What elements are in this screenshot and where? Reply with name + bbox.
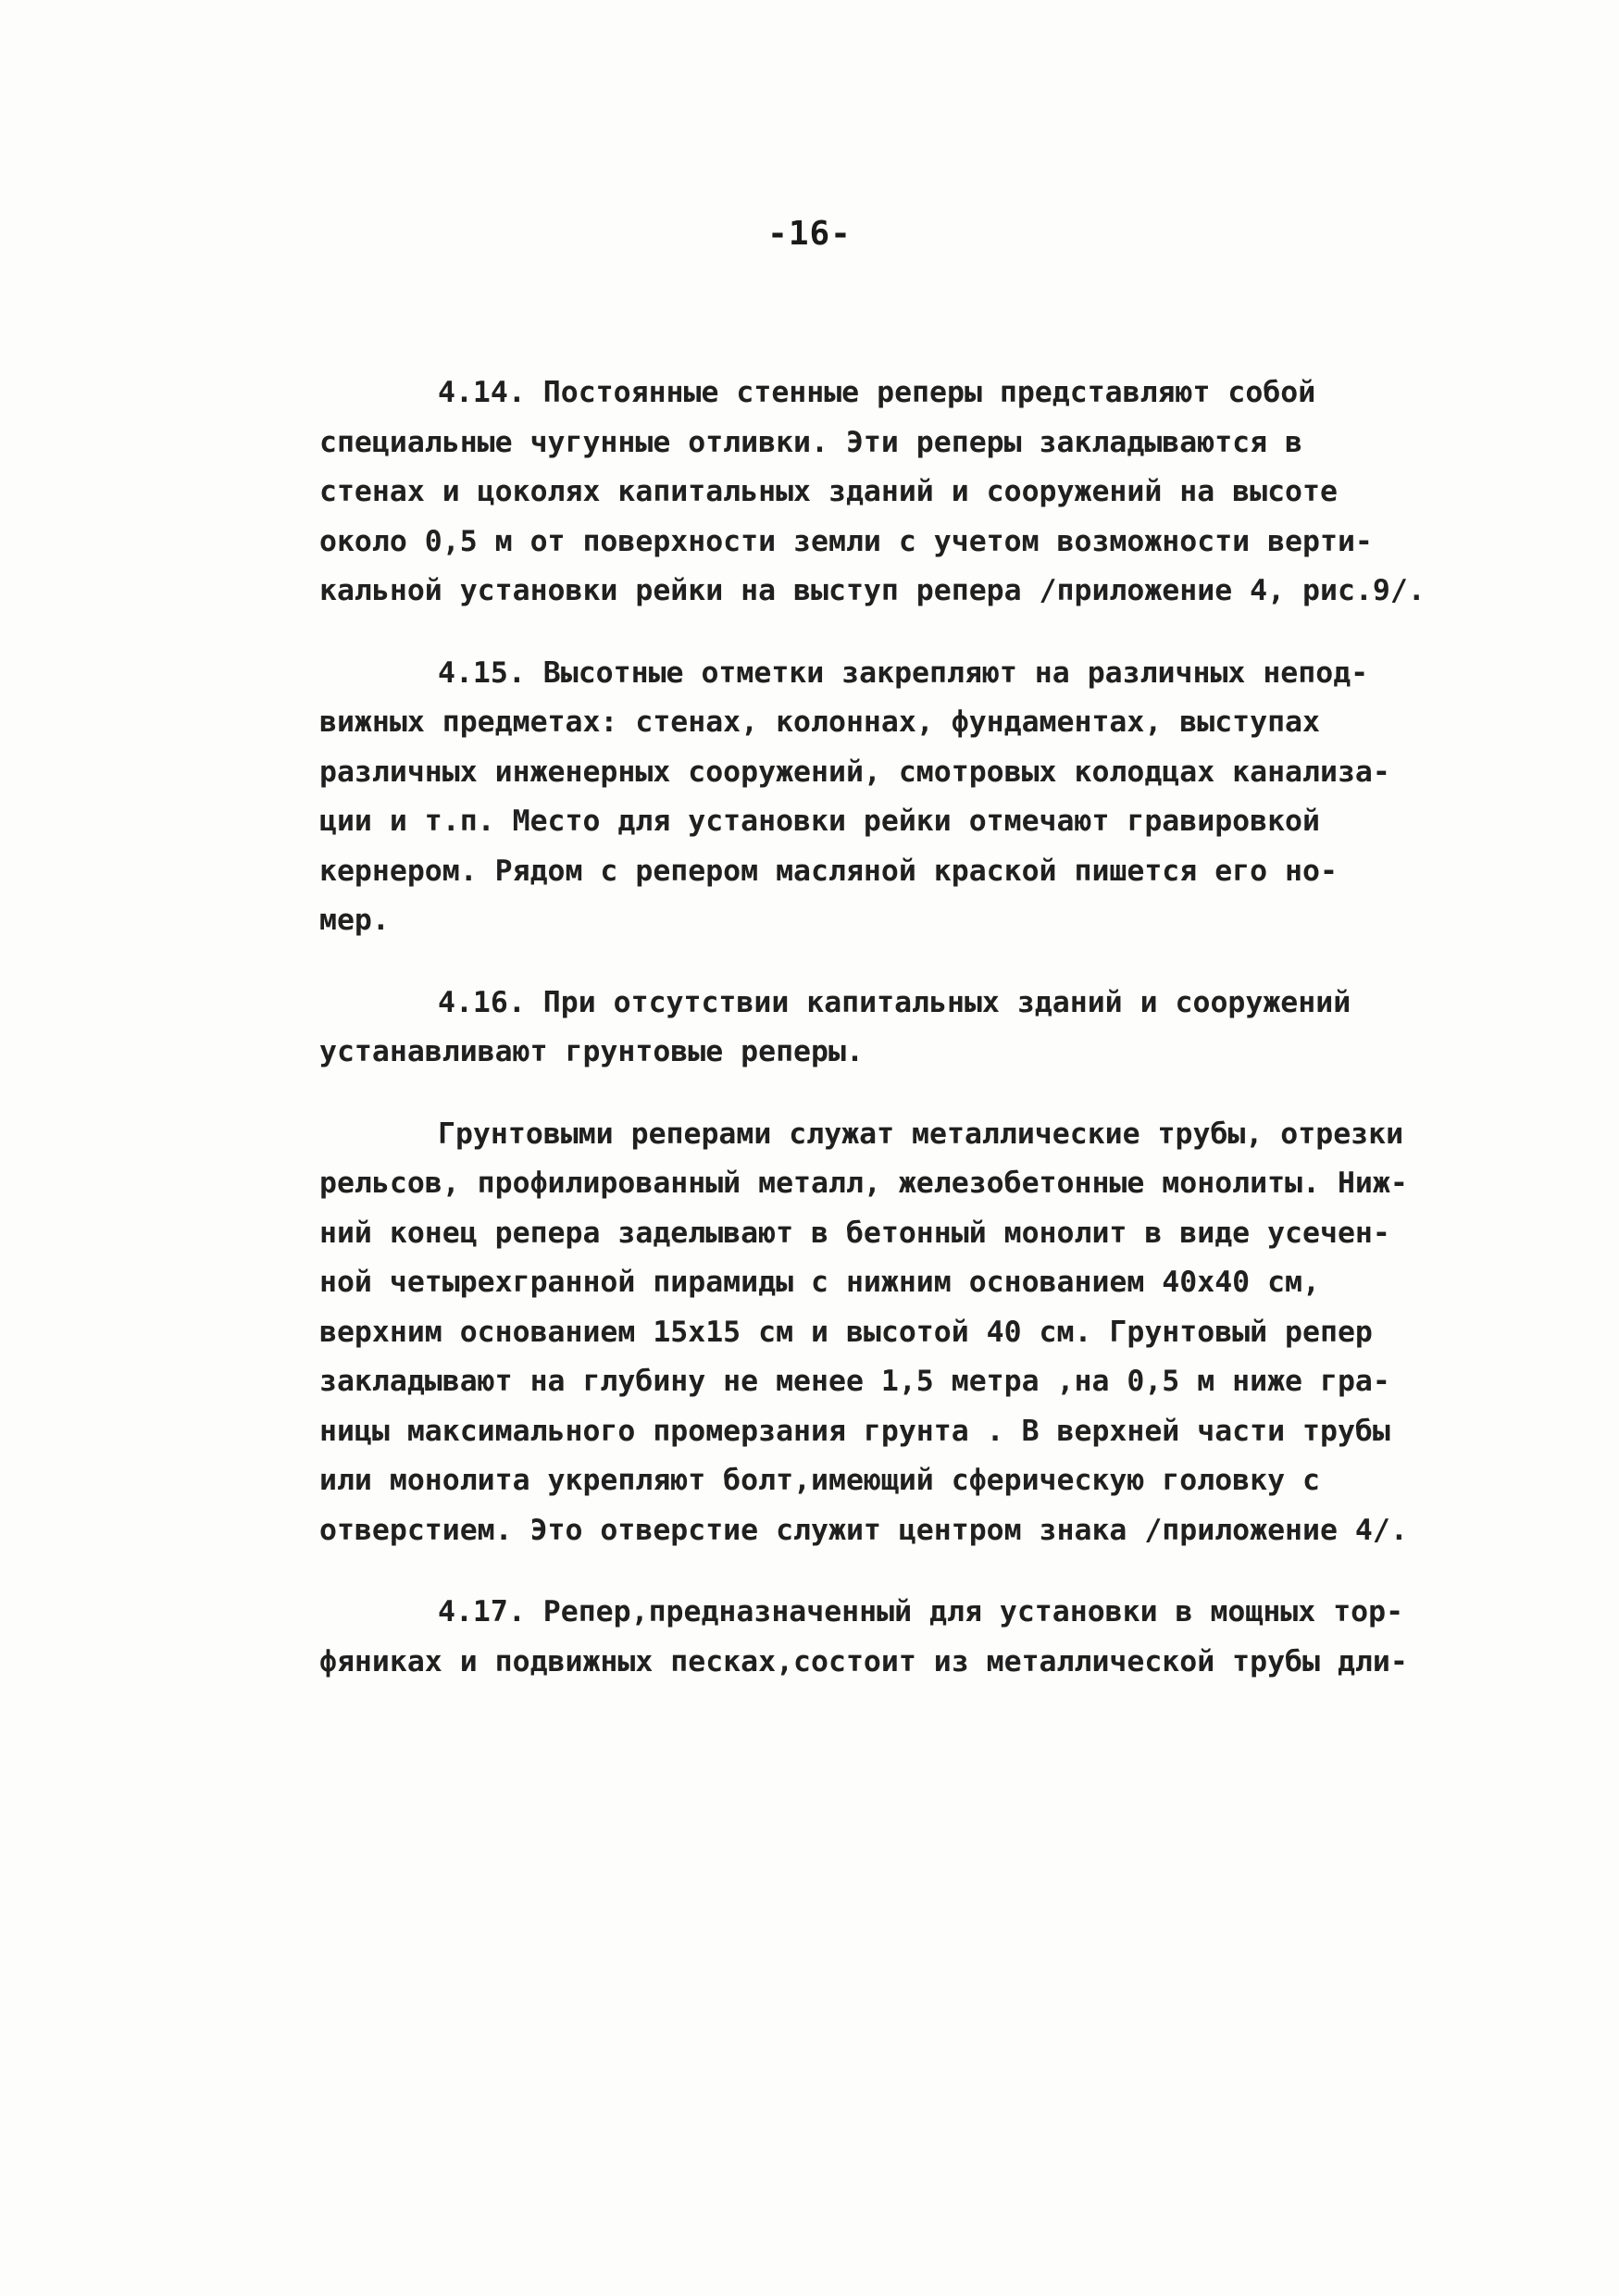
text-line: мер. xyxy=(319,904,390,937)
text-line: стенах и цоколях капитальных зданий и сооружений на высоте xyxy=(319,475,1338,508)
text-line: Грунтовыми реперами служат металлические трубы, отрезки xyxy=(438,1117,1404,1151)
text-line: рельсов, профилированный металл, железобетонные монолиты. Ниж- xyxy=(319,1167,1408,1200)
text-line: 4.14. Постоянные стенные реперы представляют собой xyxy=(438,376,1316,409)
paragraph-4-14 xyxy=(319,368,1426,617)
text-line: устанавливают грунтовые реперы. xyxy=(319,1035,864,1068)
paragraph-4-16 xyxy=(319,979,1365,1078)
text-line: отверстием. Это отверстие служит центром знака /приложение 4/. xyxy=(319,1513,1408,1547)
text-line: кальной установки рейки на выступ репера /приложение 4, рис.9/. xyxy=(319,574,1426,607)
text-line: ции и т.п. Место для установки рейки отмечают гравировкой xyxy=(319,805,1320,838)
page-number: -16- xyxy=(767,215,852,253)
text-line: 4.16. При отсутствии капитальных зданий и сооружений xyxy=(438,985,1351,1019)
text-line: ницы максимального промерзания грунта . В верхней части трубы xyxy=(319,1414,1390,1448)
text-line: верхним основанием 15х15 см и высотой 40 см. Грунтовый репер xyxy=(319,1315,1373,1349)
text-line: 4.17. Репер,предназначенный для установки в мощных тор- xyxy=(438,1595,1404,1628)
document-body xyxy=(319,368,1426,1719)
paragraph-4-15 xyxy=(319,649,1390,946)
text-line: или монолита укрепляют болт,имеющий сферическую головку с xyxy=(319,1464,1320,1497)
text-line: около 0,5 м от поверхности земли с учетом возможности верти- xyxy=(319,524,1373,558)
text-line: 4.15. Высотные отметки закрепляют на различных непод- xyxy=(438,655,1369,690)
text-line: ний конец репера заделывают в бетонный монолит в виде усечен- xyxy=(319,1216,1390,1250)
text-line: различных инженерных сооружений, смотровых колодцах канализа- xyxy=(319,755,1390,789)
text-line: вижных предметах: стенах, колоннах, фундаментах, выступах xyxy=(319,705,1320,739)
text-line: специальные чугунные отливки. Эти реперы закладываются в xyxy=(319,425,1303,459)
paragraph-4-17 xyxy=(319,1588,1408,1687)
paragraph-ground-benchmarks xyxy=(319,1110,1408,1556)
text-line: закладывают на глубину не менее 1,5 метра ,на 0,5 м ниже гра- xyxy=(319,1365,1390,1398)
text-line: фяниках и подвижных песках,состоит из металлической трубы дли- xyxy=(319,1644,1408,1678)
text-line: ной четырехгранной пирамиды с нижним основанием 40х40 см, xyxy=(319,1266,1320,1299)
text-line: кернером. Рядом с репером масляной краской пишется его но- xyxy=(319,854,1338,888)
